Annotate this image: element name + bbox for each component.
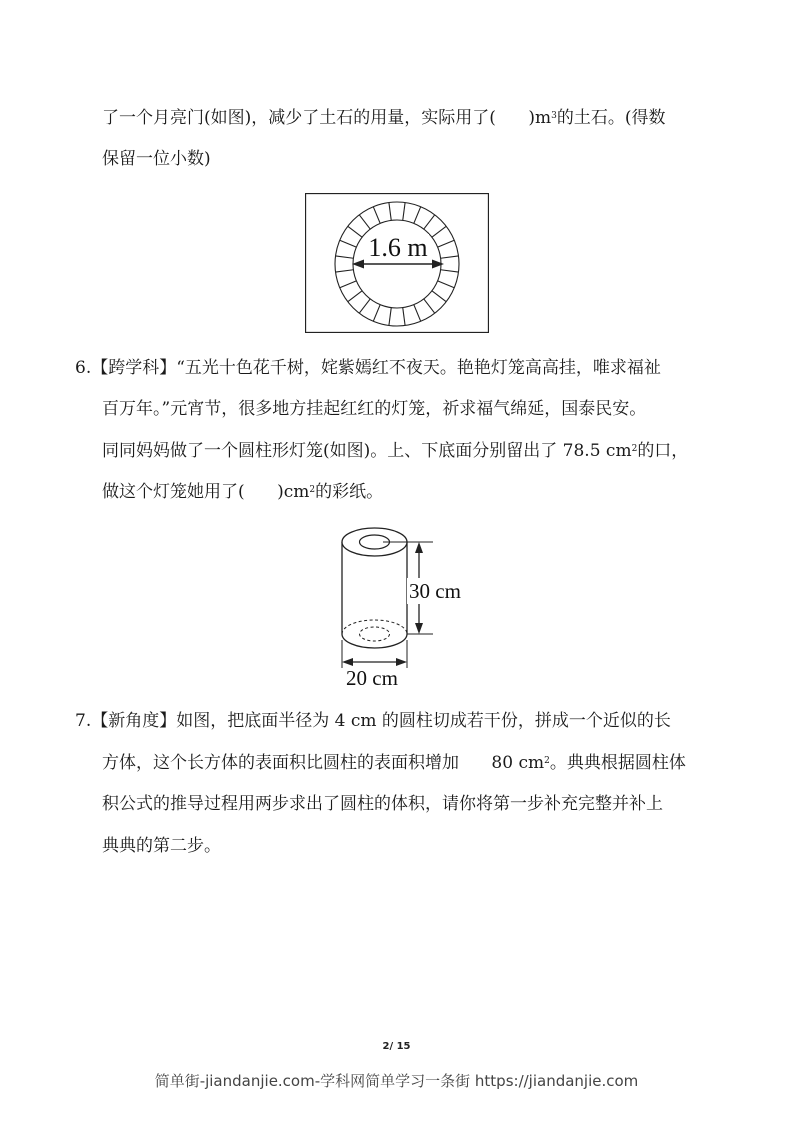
- q5-line1-part-c: 的土石。(得数: [556, 108, 666, 128]
- ring-stone-divider: [441, 270, 459, 272]
- ring-stone-divider: [340, 281, 357, 288]
- height-arrow-top: [415, 542, 423, 553]
- q6-text-line-2: 百万年。”元宵节，很多地方挂起红红的灯笼，祈求福气绵延，国泰民安。: [102, 399, 647, 419]
- width-label: 20 cm: [346, 666, 398, 690]
- width-arrow-right: [396, 658, 407, 666]
- arrow-left: [352, 260, 364, 269]
- diameter-label: 1.6 m: [368, 233, 428, 262]
- q6-text-line-3: [102, 439, 688, 463]
- q6-line4-part-b: )cm: [277, 482, 310, 502]
- footer-watermark: 简单街-jiandanjie.com-学科网简单学习一条街 https://jiandanjie.com: [154, 1072, 639, 1090]
- q5-unit-superscript: 3: [551, 111, 557, 121]
- ring-stone-divider: [403, 308, 405, 326]
- ring-stone-divider: [414, 207, 421, 224]
- q7-text-line-2: [102, 751, 686, 775]
- q5-line1-part-a: 了一个月亮门(如图)，减少了土石的用量，实际用了(: [102, 108, 496, 128]
- q5-text-line-2: 保留一位小数): [102, 149, 211, 169]
- q6-text-line-4: [102, 480, 383, 504]
- height-arrow-bottom: [415, 623, 423, 634]
- q7-line2-part-b: 。典典根据圆柱体: [549, 753, 686, 773]
- arrow-right: [432, 260, 444, 269]
- q5-line1-part-b: )m: [528, 108, 552, 128]
- bottom-back-arc: [342, 620, 407, 634]
- ring-stone-divider: [340, 240, 357, 247]
- ring-stone-divider: [438, 281, 455, 288]
- q7-line2-superscript: 2: [544, 756, 550, 766]
- ring-stone-divider: [359, 215, 370, 229]
- ring-stone-divider: [359, 299, 370, 313]
- ring-stone-divider: [373, 207, 380, 224]
- q7-line2-part-a: 方体，这个长方体的表面积比圆柱的表面积增加 80 cm: [102, 753, 545, 773]
- q6-text-line-1: 6.【跨学科】“五光十色花千树，姹紫嫣红不夜天。艳艳灯笼高高挂，唯求福祉: [75, 358, 661, 378]
- ring-stone-divider: [441, 256, 459, 258]
- q7-text-line-1: 7.【新角度】如图，把底面半径为 4 cm 的圆柱切成若干份，拼成一个近似的长: [75, 711, 671, 731]
- q7-text-line-3: 积公式的推导过程用两步求出了圆柱的体积，请你将第一步补充完整并补上: [102, 794, 663, 814]
- q6-answer-blank: [245, 482, 277, 502]
- q6-line4-part-c: 的彩纸。: [315, 482, 384, 502]
- ring-stone-divider: [348, 291, 362, 302]
- ring-stone-divider: [373, 305, 380, 322]
- ring-stone-divider: [432, 291, 446, 302]
- lantern-cylinder-figure: [335, 522, 475, 692]
- ring-stone-divider: [414, 305, 421, 322]
- ring-stone-divider: [438, 240, 455, 247]
- ring-stone-divider: [424, 215, 435, 229]
- q5-answer-blank: [496, 108, 528, 128]
- q6-line4-part-a: 做这个灯笼她用了(: [102, 482, 245, 502]
- ring-stone-divider: [424, 299, 435, 313]
- ring-stone-divider: [389, 308, 391, 326]
- ring-stone-divider: [336, 256, 354, 258]
- q7-text-line-4: 典典的第二步。: [102, 836, 221, 856]
- height-label: 30 cm: [409, 579, 461, 603]
- moon-gate-figure: [305, 193, 489, 333]
- q6-line3-part-b: 的口，: [637, 441, 689, 461]
- ring-stone-divider: [403, 203, 405, 221]
- q6-line4-superscript: 2: [309, 485, 316, 495]
- q6-line3-superscript: 2: [631, 444, 638, 454]
- width-arrow-left: [342, 658, 353, 666]
- wall-rectangle: [306, 194, 489, 333]
- ring-stone-divider: [336, 270, 354, 272]
- page-number: 2/ 15: [382, 1041, 411, 1052]
- bottom-opening: [360, 627, 390, 641]
- ring-stone-divider: [432, 226, 446, 237]
- ring-stone-divider: [348, 226, 362, 237]
- ring-stone-divider: [389, 203, 391, 221]
- q6-line3-part-a: 同同妈妈做了一个圆柱形灯笼(如图)。上、下底面分别留出了 78.5 cm: [102, 441, 632, 461]
- q5-text-line-1: [102, 106, 665, 130]
